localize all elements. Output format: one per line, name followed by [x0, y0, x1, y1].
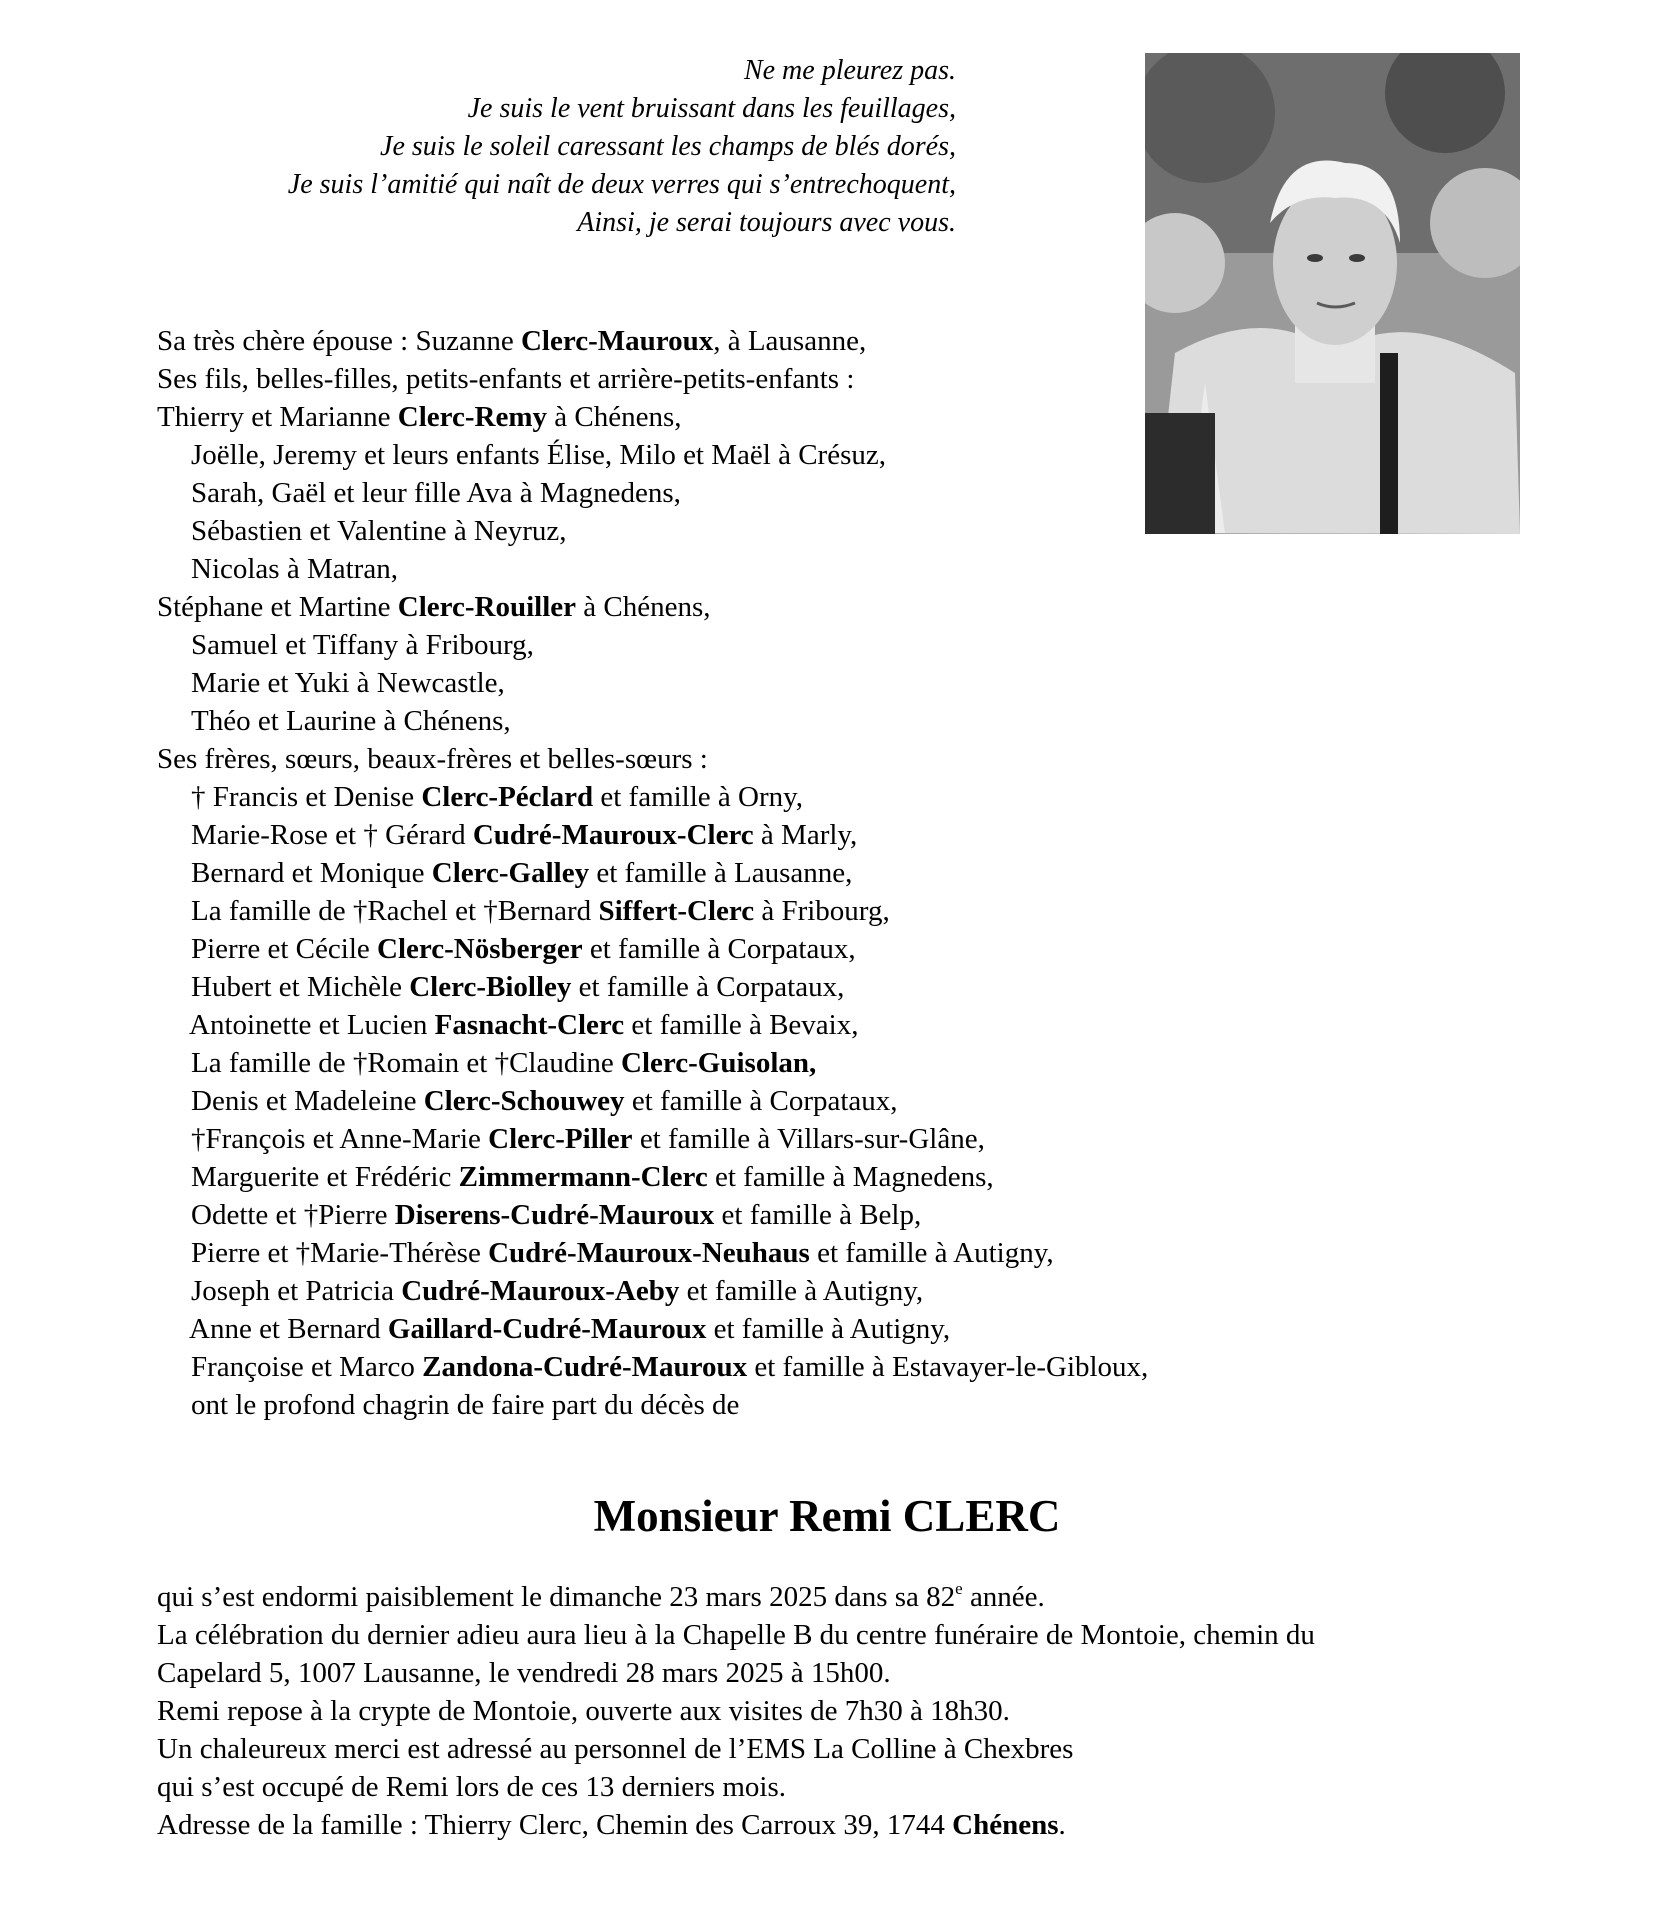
- line-text: Odette et †Pierre: [191, 1199, 395, 1231]
- line-text: Bernard et Monique: [191, 857, 432, 889]
- line-text: année.: [962, 1581, 1045, 1613]
- family-surname: Fasnacht-Clerc: [434, 1009, 625, 1041]
- family-surname: Zimmermann-Clerc: [458, 1161, 708, 1193]
- family-surname: Clerc-Guisolan,: [621, 1047, 817, 1079]
- line-text: à Chénens,: [576, 591, 711, 623]
- line-text: à Marly,: [753, 819, 858, 851]
- line-text: à Fribourg,: [754, 895, 890, 927]
- line-text: Hubert et Michèle: [191, 971, 410, 1003]
- line-text: et famille à Corpataux,: [571, 971, 845, 1003]
- line-text: Françoise et Marco: [191, 1351, 423, 1383]
- family-surname: Gaillard-Cudré-Mauroux: [387, 1313, 707, 1345]
- line-text: Nicolas à Matran,: [191, 553, 398, 585]
- line-text: et famille à Magnedens,: [707, 1161, 994, 1193]
- family-line: [157, 892, 1357, 930]
- line-text: et famille à Corpataux,: [624, 1085, 898, 1117]
- line-text: Capelard 5, 1007 Lausanne, le vendredi 28 mars 2025 à 15h00.: [157, 1657, 891, 1689]
- line-text: ont le profond chagrin de faire part du décès de: [191, 1389, 740, 1421]
- ordinal-suffix: e: [955, 1579, 963, 1598]
- line-text: La famille de †Rachel et †Bernard: [191, 895, 599, 927]
- family-surname: Clerc-Péclard: [421, 781, 594, 813]
- line-text: Marie et Yuki à Newcastle,: [191, 667, 505, 699]
- line-text: Remi repose à la crypte de Montoie, ouverte aux visites de 7h30 à 18h30.: [157, 1695, 1010, 1727]
- line-text: et famille à Belp,: [714, 1199, 922, 1231]
- family-surname: Diserens-Cudré-Mauroux: [394, 1199, 715, 1231]
- line-text: qui s’est occupé de Remi lors de ces 13 derniers mois.: [157, 1771, 786, 1803]
- family-surname: Clerc-Remy: [397, 401, 547, 433]
- family-line: [157, 1120, 1357, 1158]
- line-text: Pierre et Cécile: [191, 933, 377, 965]
- family-surname: Cudré-Mauroux-Neuhaus: [488, 1237, 810, 1269]
- poem-line: Je suis le vent bruissant dans les feuillages,: [467, 93, 956, 124]
- line-text: Ses fils, belles-filles, petits-enfants et arrière-petits-enfants :: [157, 363, 855, 395]
- details-line: [157, 1692, 1497, 1730]
- family-line: [157, 1272, 1357, 1310]
- line-text: Théo et Laurine à Chénens,: [191, 705, 511, 737]
- family-line: [157, 702, 1357, 740]
- family-line: [157, 930, 1357, 968]
- line-text: Adresse de la famille : Thierry Clerc, Chemin des Carroux 39, 1744: [157, 1809, 953, 1841]
- line-text: Thierry et Marianne: [157, 401, 398, 433]
- line-text: Pierre et †Marie-Thérèse: [191, 1237, 489, 1269]
- family-surname: Clerc-Schouwey: [423, 1085, 625, 1117]
- family-line: [157, 512, 1357, 550]
- line-text: à Chénens,: [547, 401, 682, 433]
- family-surname: Zandona-Cudré-Mauroux: [422, 1351, 748, 1383]
- line-text: et famille à Orny,: [593, 781, 804, 813]
- family-line: [157, 550, 1357, 588]
- family-village: Chénens: [952, 1809, 1059, 1841]
- line-text: et famille à Autigny,: [706, 1313, 951, 1345]
- line-text: Denis et Madeleine: [191, 1085, 424, 1117]
- family-surname: Clerc-Rouiller: [397, 591, 577, 623]
- line-text: Joëlle, Jeremy et leurs enfants Élise, Milo et Maël à Crésuz,: [191, 439, 886, 471]
- line-text: Marguerite et Frédéric: [191, 1161, 459, 1193]
- family-line: [157, 664, 1357, 702]
- family-line: [157, 1082, 1357, 1120]
- family-line: [157, 1234, 1357, 1272]
- line-text: et famille à Bevaix,: [624, 1009, 859, 1041]
- line-text: Ses frères, sœurs, beaux-frères et belles-sœurs :: [157, 743, 708, 775]
- line-text: Samuel et Tiffany à Fribourg,: [191, 629, 534, 661]
- family-line: [157, 854, 1357, 892]
- details-line: [157, 1730, 1497, 1768]
- line-text: , à Lausanne,: [713, 325, 867, 357]
- line-text: Stéphane et Martine: [157, 591, 398, 623]
- line-text: et famille à Lausanne,: [589, 857, 853, 889]
- line-text: Un chaleureux merci est adressé au personnel de l’EMS La Colline à Chexbres: [157, 1733, 1074, 1765]
- family-surname: Clerc-Piller: [488, 1123, 633, 1155]
- family-line: [157, 1044, 1357, 1082]
- family-line: [157, 1196, 1357, 1234]
- poem-line: Je suis l’amitié qui naît de deux verres qui s’entrechoquent,: [287, 169, 956, 200]
- family-line: [157, 360, 1357, 398]
- poem-line: Je suis le soleil caressant les champs de blés dorés,: [380, 131, 956, 162]
- family-line: [157, 1310, 1357, 1348]
- family-line: [157, 626, 1357, 664]
- family-line: [157, 398, 1357, 436]
- family-surname: Cudré-Mauroux-Clerc: [472, 819, 754, 851]
- line-text: Joseph et Patricia: [191, 1275, 402, 1307]
- line-text: La célébration du dernier adieu aura lieu à la Chapelle B du centre funéraire de Montoie, chemin du: [157, 1619, 1315, 1651]
- family-line: [157, 778, 1357, 816]
- line-text: Marie-Rose et † Gérard: [191, 819, 473, 851]
- family-line: [157, 968, 1357, 1006]
- family-surname: Clerc-Mauroux: [520, 325, 714, 357]
- line-text: et famille à Autigny,: [679, 1275, 924, 1307]
- line-text: †François et Anne-Marie: [191, 1123, 489, 1155]
- line-text: La famille de †Romain et †Claudine: [191, 1047, 622, 1079]
- line-text: et famille à Estavayer-le-Gibloux,: [747, 1351, 1149, 1383]
- family-line: [157, 436, 1357, 474]
- family-surname: Siffert-Clerc: [598, 895, 755, 927]
- family-line: [157, 322, 1357, 360]
- family-line: [157, 1006, 1357, 1044]
- line-text: Sa très chère épouse : Suzanne: [157, 325, 521, 357]
- family-line: [157, 588, 1357, 626]
- family-line: [157, 740, 1357, 778]
- poem: [120, 52, 956, 242]
- family-line: [157, 816, 1357, 854]
- details-line: [157, 1768, 1497, 1806]
- family-line: [157, 1348, 1357, 1386]
- family-line: [157, 1386, 1357, 1424]
- line-text: qui s’est endormi paisiblement le dimanche 23 mars 2025 dans sa 82: [157, 1581, 956, 1613]
- details-line: [157, 1616, 1497, 1654]
- poem-line: Ainsi, je serai toujours avec vous.: [577, 207, 956, 238]
- line-text: et famille à Autigny,: [809, 1237, 1054, 1269]
- line-text: .: [1058, 1809, 1066, 1841]
- family-line: [157, 1158, 1357, 1196]
- family-surname: Clerc-Galley: [431, 857, 590, 889]
- line-text: Anne et Bernard: [189, 1313, 388, 1345]
- details-line: [157, 1654, 1497, 1692]
- line-text: Sarah, Gaël et leur fille Ava à Magnedens,: [191, 477, 681, 509]
- family-list: [157, 322, 1357, 1424]
- line-text: et famille à Villars-sur-Glâne,: [632, 1123, 985, 1155]
- poem-line: Ne me pleurez pas.: [743, 55, 956, 86]
- family-line: [157, 474, 1357, 512]
- details-line: [157, 1806, 1497, 1844]
- deceased-name: Monsieur Remi CLERC: [593, 1491, 1061, 1541]
- line-text: † Francis et Denise: [191, 781, 422, 813]
- line-text: Antoinette et Lucien: [189, 1009, 435, 1041]
- line-text: et famille à Corpataux,: [582, 933, 856, 965]
- family-surname: Cudré-Mauroux-Aeby: [401, 1275, 680, 1307]
- line-text: Sébastien et Valentine à Neyruz,: [191, 515, 567, 547]
- details-line: [157, 1578, 1497, 1616]
- family-surname: Clerc-Biolley: [409, 971, 572, 1003]
- family-surname: Clerc-Nösberger: [377, 933, 583, 965]
- funeral-details: [157, 1578, 1497, 1844]
